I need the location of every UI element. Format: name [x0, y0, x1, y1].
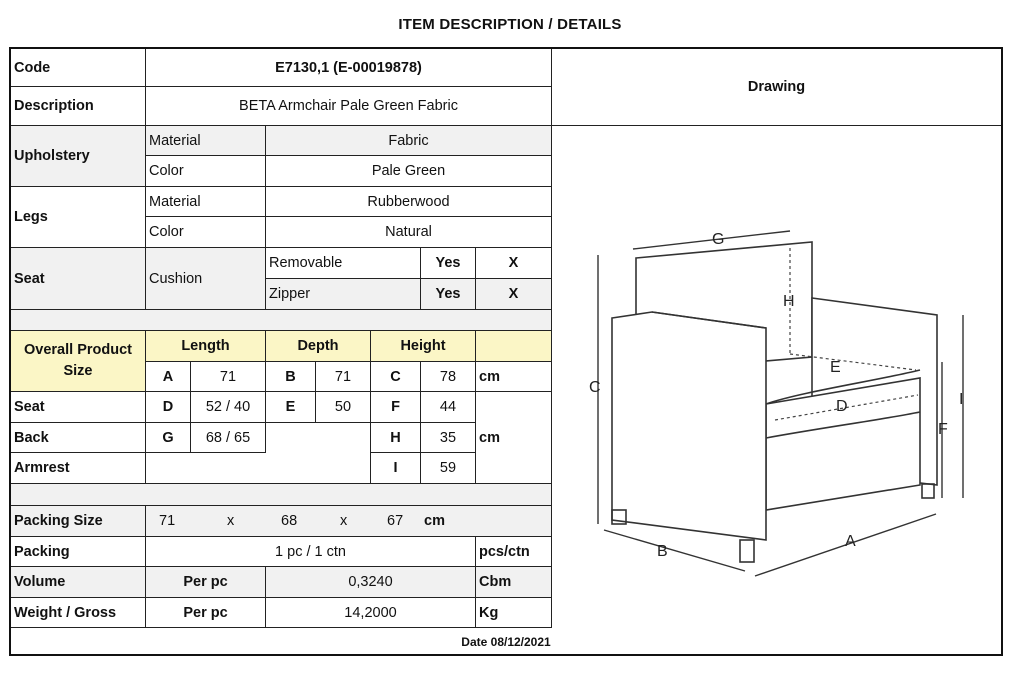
dim-c-label: C — [371, 362, 421, 392]
upholstery-material-label: Material — [146, 126, 266, 156]
overall-unit: cm — [476, 362, 552, 392]
unit-header-blank — [476, 331, 552, 362]
code-value: E7130,1 (E-00019878) — [146, 49, 552, 87]
packing-x1: x — [227, 513, 235, 529]
dim-e-value: 50 — [316, 392, 371, 423]
spacer-row — [11, 310, 552, 331]
length-header: Length — [146, 331, 266, 362]
back-dims-label: Back — [11, 423, 146, 453]
zipper-value: Yes — [421, 279, 476, 310]
volume-label: Volume — [11, 567, 146, 598]
volume-per: Per pc — [146, 567, 266, 598]
zipper-mark: X — [476, 279, 552, 310]
spacer-row-2 — [11, 484, 552, 506]
drawing-header: Drawing — [552, 49, 1001, 126]
dim-g-value: 68 / 65 — [191, 423, 266, 453]
armrest-dims-label: Armrest — [11, 453, 146, 484]
volume-unit: Cbm — [476, 567, 552, 598]
upholstery-label: Upholstery — [11, 126, 146, 187]
dim-i-value: 59 — [421, 453, 476, 484]
packing-value: 1 pc / 1 ctn — [146, 537, 476, 567]
upholstery-material-value: Fabric — [266, 126, 552, 156]
dim-e-label: E — [266, 392, 316, 423]
depth-header: Depth — [266, 331, 371, 362]
diagram-label-g: G — [712, 231, 725, 248]
diagram-label-f: F — [938, 421, 948, 438]
dim-c-value: 78 — [421, 362, 476, 392]
legs-color-label: Color — [146, 217, 266, 248]
dim-h-value: 35 — [421, 423, 476, 453]
dim-f-value: 44 — [421, 392, 476, 423]
dim-g-label: G — [146, 423, 191, 453]
removable-value: Yes — [421, 248, 476, 279]
packing-x2: x — [340, 513, 348, 529]
weight-label: Weight / Gross — [11, 598, 146, 628]
weight-unit: Kg — [476, 598, 552, 628]
removable-label: Removable — [266, 248, 421, 279]
description-value: BETA Armchair Pale Green Fabric — [146, 87, 552, 126]
armchair-diagram — [552, 126, 1002, 628]
code-label: Code — [11, 49, 146, 87]
dim-f-label: F — [371, 392, 421, 423]
diagram-label-e: E — [830, 359, 841, 376]
diagram-label-d: D — [836, 398, 848, 415]
diagram-label-h: H — [783, 293, 795, 310]
overall-size-label: Overall Product Size — [11, 331, 146, 392]
dim-b-value: 71 — [316, 362, 371, 392]
packing-unit: pcs/ctn — [476, 537, 552, 567]
diagram-label-c: C — [589, 379, 601, 396]
dim-d-label: D — [146, 392, 191, 423]
dim-b-label: B — [266, 362, 316, 392]
dim-a-value: 71 — [191, 362, 266, 392]
packing-label: Packing — [11, 537, 146, 567]
armrest-blank — [146, 453, 371, 484]
removable-mark: X — [476, 248, 552, 279]
packing-height: 67 — [387, 513, 404, 529]
dims-unit: cm — [476, 392, 552, 484]
upholstery-color-value: Pale Green — [266, 156, 552, 187]
volume-value: 0,3240 — [266, 567, 476, 598]
legs-label: Legs — [11, 187, 146, 248]
back-depth-blank — [266, 423, 371, 453]
weight-value: 14,2000 — [266, 598, 476, 628]
dim-i-label: I — [371, 453, 421, 484]
packing-length: 71 — [159, 513, 176, 529]
packing-size-unit: cm — [424, 513, 445, 529]
legs-material-value: Rubberwood — [266, 187, 552, 217]
document-title: ITEM DESCRIPTION / DETAILS — [398, 16, 622, 33]
packing-width: 68 — [281, 513, 298, 529]
upholstery-color-label: Color — [146, 156, 266, 187]
height-header: Height — [371, 331, 476, 362]
zipper-label: Zipper — [266, 279, 421, 310]
legs-material-label: Material — [146, 187, 266, 217]
seat-cushion-label: Cushion — [146, 248, 266, 310]
dim-h-label: H — [371, 423, 421, 453]
diagram-label-a: A — [845, 533, 856, 550]
seat-dims-label: Seat — [11, 392, 146, 423]
description-label: Description — [11, 87, 146, 126]
diagram-label-b: B — [657, 543, 668, 560]
dim-d-value: 52 / 40 — [191, 392, 266, 423]
footer-date: Date 08/12/2021 — [461, 635, 551, 649]
seat-label: Seat — [11, 248, 146, 310]
packing-size-row — [146, 506, 552, 537]
weight-per: Per pc — [146, 598, 266, 628]
diagram-label-i: I — [959, 391, 964, 408]
packing-size-label: Packing Size — [11, 506, 146, 537]
drawing-area — [552, 126, 1002, 629]
dim-a-label: A — [146, 362, 191, 392]
legs-color-value: Natural — [266, 217, 552, 248]
